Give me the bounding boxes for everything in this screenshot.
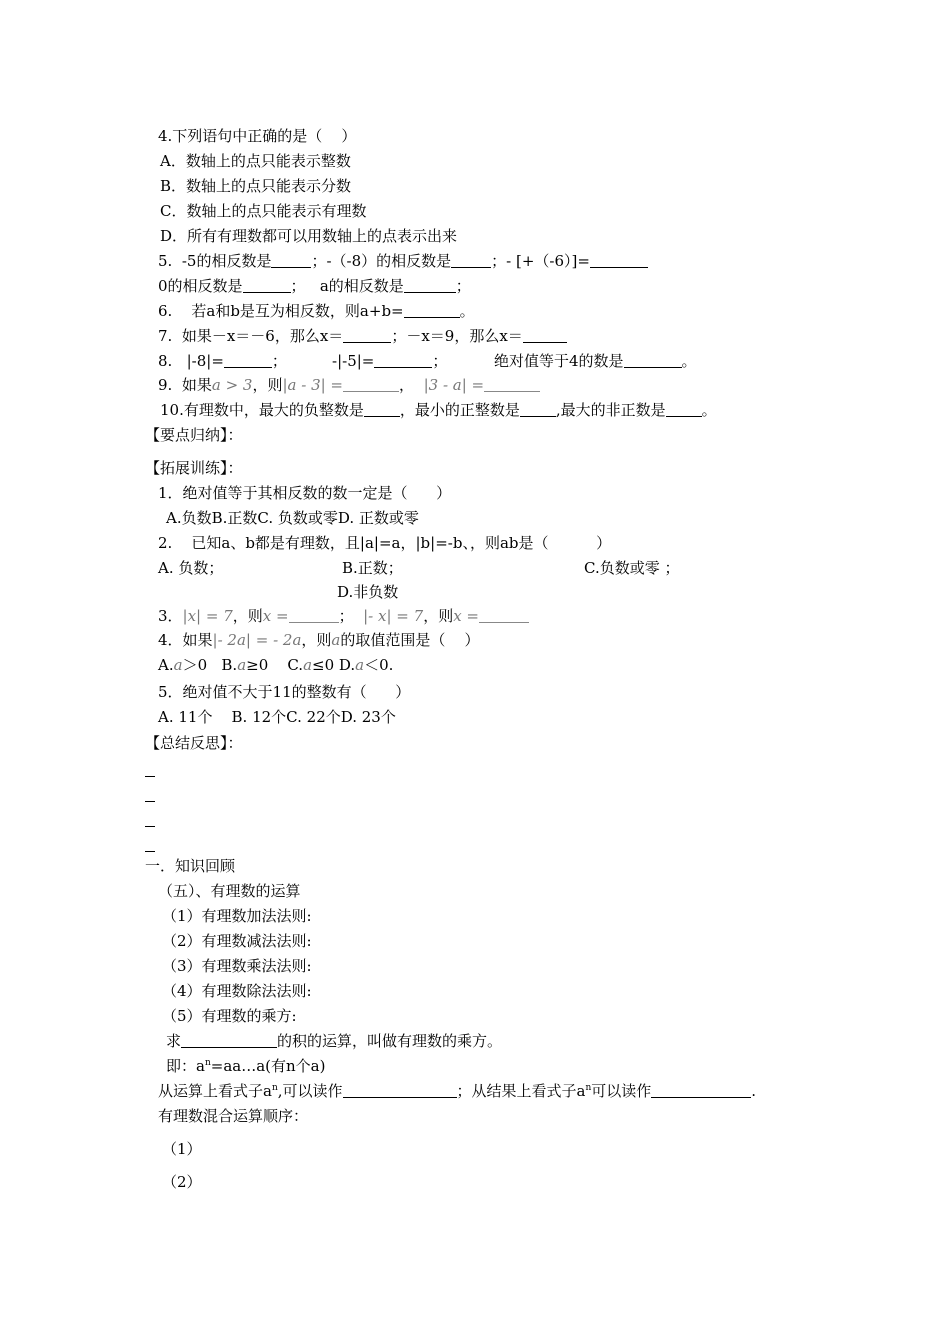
- math-expression: |x| = 7: [182, 607, 233, 625]
- q6: 6. 若a和b是互为相反数，则a+b= 。: [158, 302, 475, 320]
- ext1-stem: 1．绝对值等于其相反数的数一定是（ ）: [158, 484, 452, 502]
- q4-stem: 4.下列语句中正确的是（ ）: [158, 127, 357, 145]
- ext1-options: A.负数B.正数C. 负数或零D. 正数或零: [166, 509, 419, 527]
- q4-option-c: C．数轴上的点只能表示有理数: [160, 202, 367, 220]
- answer-blank[interactable]: [271, 252, 311, 268]
- answer-blank[interactable]: [374, 352, 432, 368]
- review-subtitle: （五）、有理数的运算: [158, 882, 301, 900]
- rule-addition: （1）有理数加法法则:: [162, 907, 312, 925]
- q8-part2: -|-5|= ；: [332, 352, 448, 370]
- math-expression: |- 2a| = - 2a: [212, 631, 302, 649]
- math-expression: |3 - a| =: [423, 376, 485, 394]
- answer-blank[interactable]: [479, 607, 529, 623]
- mixed-order-heading: 有理数混合运算顺序：: [158, 1107, 309, 1125]
- math-expression: a > 3: [211, 376, 253, 394]
- answer-blank[interactable]: [523, 327, 567, 343]
- rule-multiplication: （3）有理数乘法法则:: [162, 957, 312, 975]
- ext5-options: A. 11个 B. 12个C. 22个D. 23个: [158, 708, 396, 726]
- math-expression: |a - 3| =: [282, 376, 344, 394]
- heading-summary: 【要点归纳】：: [145, 426, 243, 444]
- q5-line1: 5. -5的相反数是 ；-（-8）的相反数是 ；- [+（-6）]=: [158, 251, 648, 271]
- q5-line2: 0的相反数是 ； a的相反数是 ；: [158, 277, 471, 295]
- math-variable: a: [173, 656, 183, 674]
- math-variable: a: [355, 656, 365, 674]
- answer-blank[interactable]: [224, 352, 272, 368]
- ext2-option-a: A. 负数；: [158, 559, 224, 577]
- heading-reflection: 【总结反思】：: [145, 734, 243, 752]
- reflection-line[interactable]: [145, 801, 155, 802]
- ext2-stem: 2. 已知a、b都是有理数，且|a|=a，|b|=-b、，则ab是（ ）: [158, 534, 612, 552]
- rule-subtraction: （2）有理数减法法则:: [162, 932, 312, 950]
- math-variable: a: [331, 631, 341, 649]
- math-expression: |- x| = 7: [363, 607, 424, 625]
- order-item-2: （2）: [162, 1173, 202, 1191]
- ext3: 3．|x| = 7，则x = ； |- x| = 7，则x =: [158, 606, 529, 626]
- ext4-stem: 4．如果|- 2a| = - 2a，则a的取值范围是（ ）: [158, 631, 480, 649]
- answer-blank[interactable]: [181, 1032, 277, 1048]
- q9: 9. 如果a > 3，则|a - 3| = ， |3 - a| =: [158, 375, 540, 395]
- rule-division: （4）有理数除法法则:: [162, 982, 312, 1000]
- math-variable: a: [303, 656, 313, 674]
- answer-blank[interactable]: [343, 1082, 457, 1098]
- answer-blank[interactable]: [404, 277, 456, 293]
- rule-power: （5）有理数的乘方:: [162, 1007, 297, 1025]
- reflection-line[interactable]: [145, 776, 155, 777]
- answer-blank[interactable]: [343, 376, 399, 392]
- answer-blank[interactable]: [451, 252, 491, 268]
- answer-blank[interactable]: [404, 302, 460, 318]
- reflection-line[interactable]: [145, 826, 155, 827]
- math-expression: x =: [453, 607, 479, 625]
- answer-blank[interactable]: [243, 277, 291, 293]
- power-notation: 即：$a^n=aa\dots a$(有n个a): [166, 1057, 326, 1075]
- power-reading: 从运算上看式子$a^n$,可以读作 ；从结果上看式子$a^n$可以读作 .: [158, 1082, 757, 1100]
- ext2-option-c: C.负数或零 ；: [584, 559, 680, 577]
- answer-blank[interactable]: [520, 401, 556, 417]
- answer-blank[interactable]: [624, 352, 682, 368]
- ext5-stem: 5．绝对值不大于11的整数有（ ）: [158, 683, 411, 701]
- answer-blank[interactable]: [666, 401, 702, 417]
- math-variable: a: [237, 656, 247, 674]
- answer-blank[interactable]: [289, 607, 339, 623]
- math-expression: x =: [262, 607, 289, 625]
- reflection-line[interactable]: [145, 851, 155, 852]
- ext4-options: A.a＞0 B.a≥0 C.a≤0 D.a＜0.: [158, 656, 394, 674]
- review-title: 一．知识回顾: [145, 857, 236, 875]
- order-item-1: （1）: [162, 1140, 202, 1158]
- answer-blank[interactable]: [343, 327, 391, 343]
- q4-option-d: D．所有有理数都可以用数轴上的点表示出来: [160, 227, 458, 245]
- answer-blank[interactable]: [364, 401, 400, 417]
- answer-blank[interactable]: [651, 1082, 751, 1098]
- answer-blank[interactable]: [484, 376, 540, 392]
- q10: 10.有理数中，最大的负整数是 ，最小的正整数是 ,最大的非正数是 。: [160, 401, 717, 419]
- q8-part3: 绝对值等于4的数是 。: [494, 352, 697, 370]
- ext2-option-b: B.正数；: [342, 559, 403, 577]
- ext2-option-d: D.非负数: [337, 583, 399, 601]
- q4-option-a: A．数轴上的点只能表示整数: [160, 152, 351, 170]
- q7: 7. 如果－x＝－6，那么x＝ ；－x＝9，那么x＝: [158, 326, 567, 346]
- answer-blank[interactable]: [590, 252, 648, 268]
- power-definition: 求 的积的运算，叫做有理数的乘方。: [166, 1032, 503, 1050]
- heading-extension: 【拓展训练】：: [145, 459, 243, 477]
- q8: 8. |-8|= ；: [158, 352, 287, 370]
- q4-option-b: B．数轴上的点只能表示分数: [160, 177, 352, 195]
